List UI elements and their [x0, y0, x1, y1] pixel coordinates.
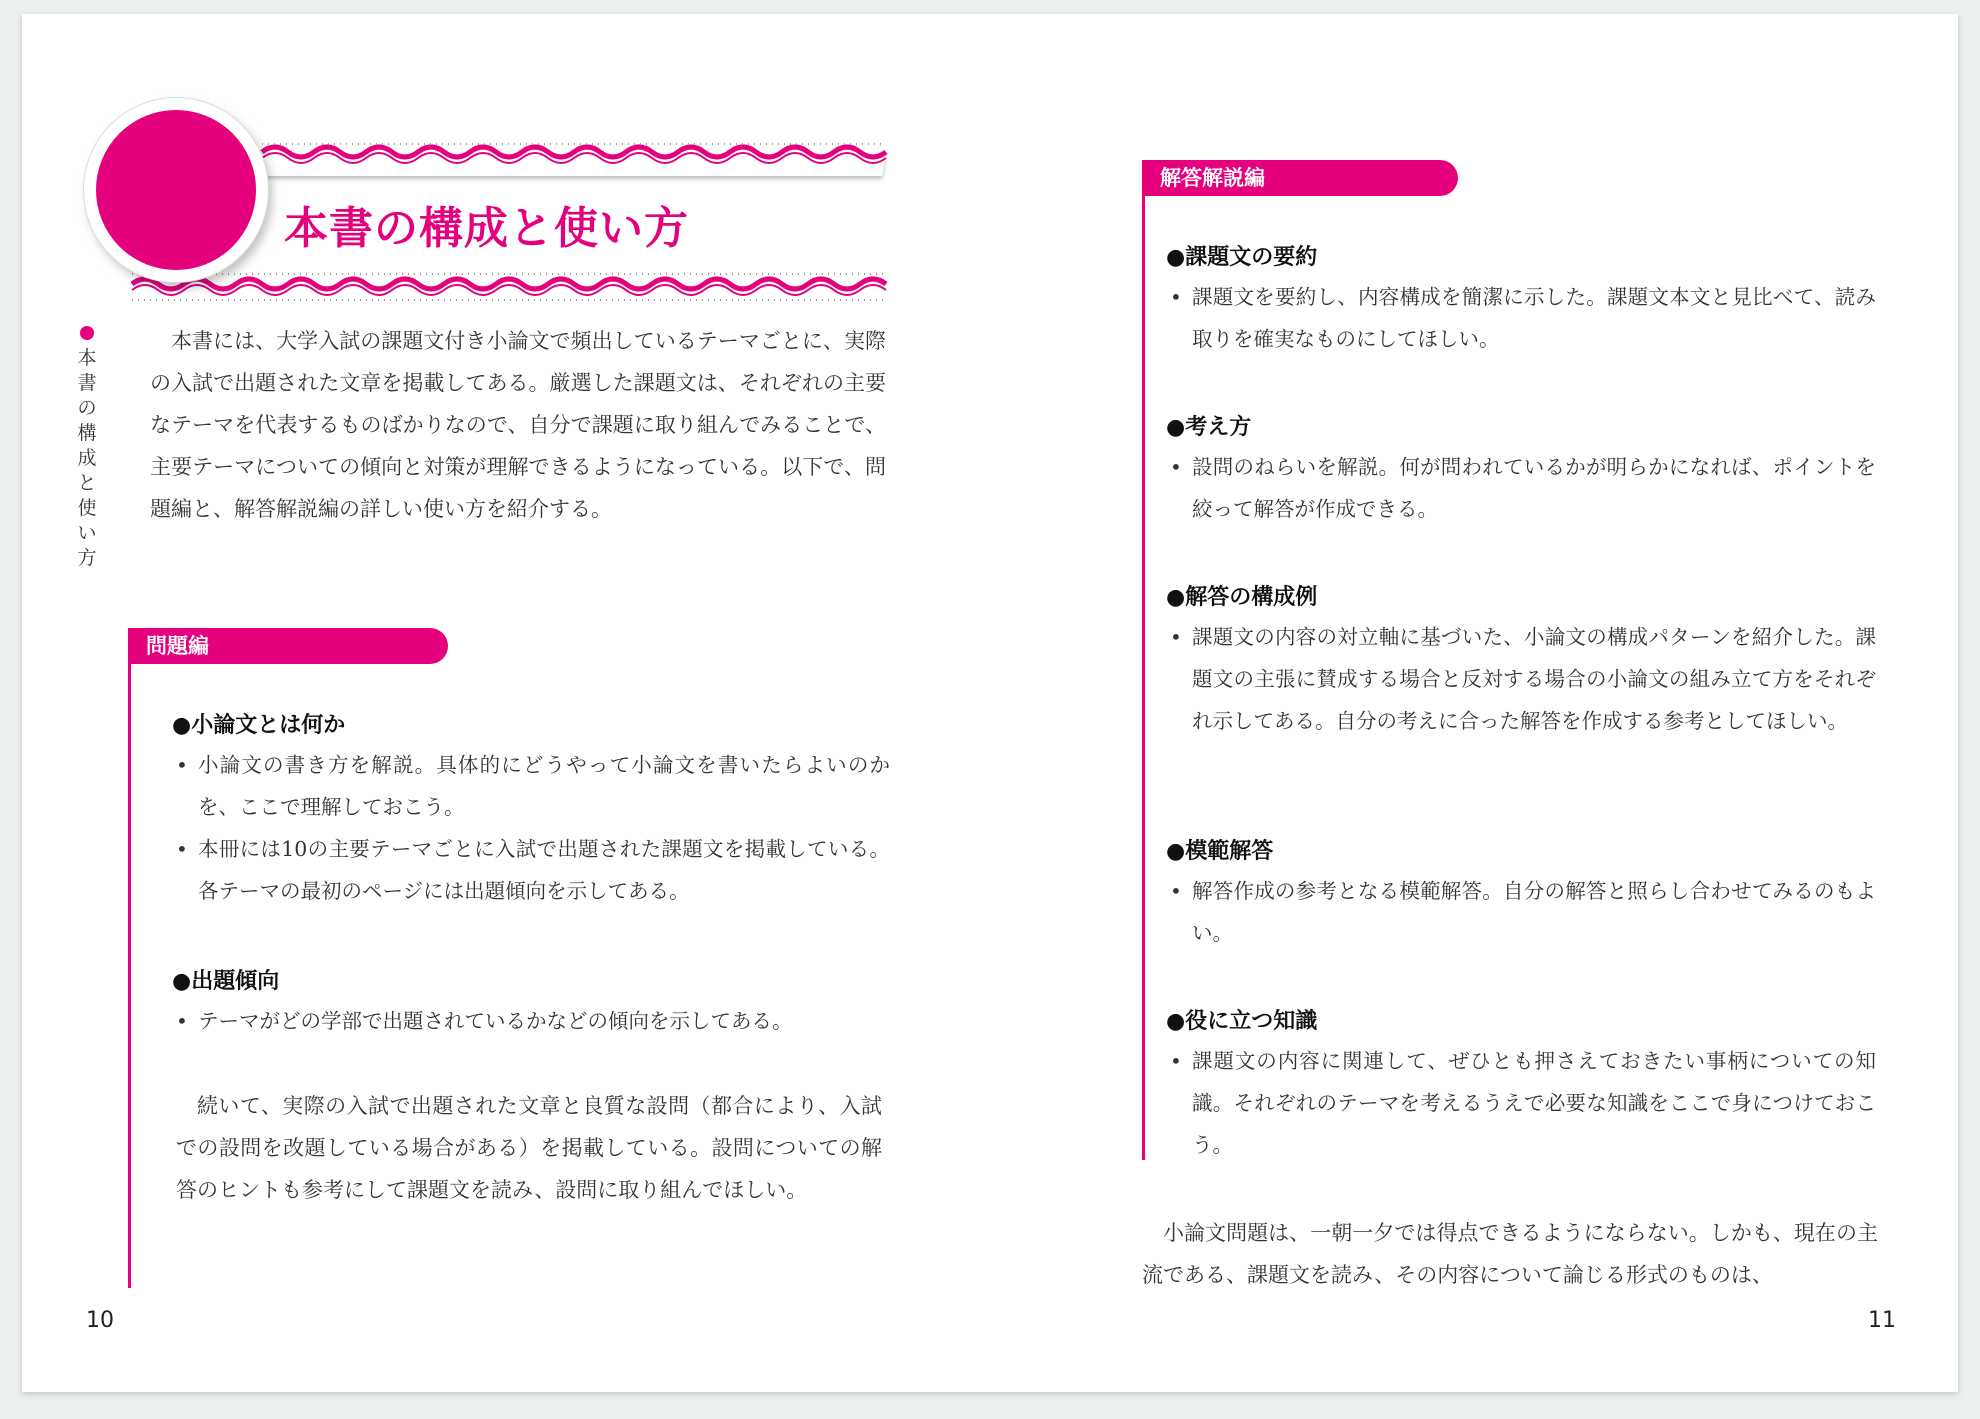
list-item: • 小論文の書き方を解説。具体的にどうやって小論文を書いたらよいのかを、ここで理解しておこう。: [176, 744, 890, 828]
right-bullets-2: [1170, 446, 1876, 530]
right-bullets-4: [1170, 870, 1876, 954]
page-number-right: 11: [1868, 1308, 1896, 1333]
side-label-dot-icon: [80, 326, 94, 340]
left-bullets-1: [176, 744, 890, 912]
title-circle-decoration: [84, 98, 268, 282]
right-closing-paragraph: 小論文問題は、一朝一夕では得点できるようにならない。しかも、現在の主流である、課題文を読み、その内容について論じる形式のものは、: [1142, 1221, 1878, 1287]
list-item: • 課題文の内容の対立軸に基づいた、小論文の構成パターンを紹介した。課題文の主張に賛成する場合と反対する場合の小論文の組み立て方をそれぞれ示してある。自分の考えに合った解答を作成する参考としてほしい。: [1170, 616, 1876, 742]
side-label-char: 本: [77, 347, 97, 369]
right-heading-1: ●課題文の要約: [1166, 245, 1318, 270]
right-bullets-3: [1170, 616, 1876, 742]
right-section-tab: 解答解説編: [1142, 160, 1458, 196]
book-spread: [22, 14, 1958, 1392]
left-bullets-2: [176, 1000, 890, 1042]
right-bullets-1: [1170, 276, 1876, 360]
list-item: • 設問のねらいを解説。何が問われているかが明らかになれば、ポイントを絞って解答が作成できる。: [1170, 446, 1876, 530]
right-heading-3: ●解答の構成例: [1166, 585, 1318, 610]
list-item: • 課題文を要約し、内容構成を簡潔に示した。課題文本文と見比べて、読み取りを確実なものにしてほしい。: [1170, 276, 1876, 360]
right-heading-4: ●模範解答: [1166, 839, 1274, 864]
list-item: • 課題文の内容に関連して、ぜひとも押さえておきたい事柄についての知識。それぞれのテーマを考えるうえで必要な知識をここで身につけておこう。: [1170, 1040, 1876, 1166]
right-heading-5: ●役に立つ知識: [1166, 1009, 1318, 1034]
intro-paragraph: 本書には、大学入試の課題文付き小論文で頻出しているテーマごとに、実際の入試で出題された文章を掲載してある。厳選した課題文は、それぞれの主要なテーマを代表するものばかりなので、自分で課題に取り組んでみることで、主要テーマについての傾向と対策が理解できるようになっている。以下で、問題編と、解答解説編の詳しい使い方を紹介する。: [150, 329, 886, 521]
list-item: • テーマがどの学部で出題されているかなどの傾向を示してある。: [176, 1000, 890, 1042]
side-label-char: 成: [77, 447, 97, 469]
left-heading-1: ●小論文とは何か: [172, 713, 346, 738]
side-label-char: 書: [77, 372, 97, 394]
right-bullets-5: [1170, 1040, 1876, 1166]
page-number-left: 10: [86, 1308, 114, 1333]
left-closing-paragraph: 続いて、実際の入試で出題された文章と良質な設問（都合により、入試での設問を改題している場合がある）を掲載している。設問についての解答のヒントも参考にして課題文を読み、設問に取り組んでほしい。: [176, 1094, 882, 1202]
side-label-char: 使: [77, 497, 97, 519]
list-item: • 本冊には10の主要テーマごとに入試で出題された課題文を掲載している。各テーマの最初のページには出題傾向を示してある。: [176, 828, 890, 912]
page-title: 本書の構成と使い方: [284, 203, 689, 254]
side-label-char: の: [77, 397, 97, 419]
left-section-rule: [128, 628, 131, 1288]
right-section-rule: [1142, 160, 1145, 1160]
side-label: [72, 326, 102, 571]
side-label-char: と: [77, 472, 97, 494]
left-section-tab: 問題編: [128, 628, 448, 664]
side-label-char: い: [77, 522, 97, 544]
right-heading-2: ●考え方: [1166, 415, 1252, 440]
side-label-char: 方: [77, 547, 97, 569]
side-label-char: 構: [77, 422, 97, 444]
list-item: • 解答作成の参考となる模範解答。自分の解答と照らし合わせてみるのもよい。: [1170, 870, 1876, 954]
left-heading-2: ●出題傾向: [172, 969, 280, 994]
